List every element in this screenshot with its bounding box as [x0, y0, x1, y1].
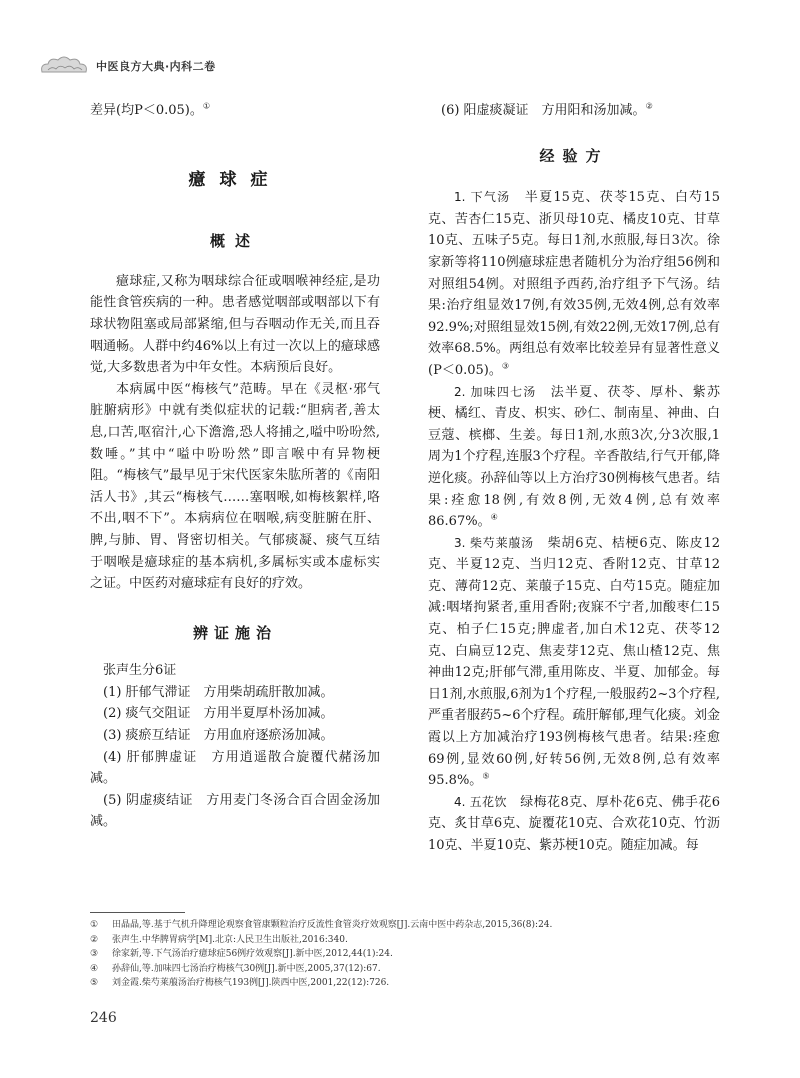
footnote-ref: ③ [501, 361, 510, 371]
prescription-1 [428, 187, 720, 381]
prescription-name: 4. 五花饮 [454, 794, 507, 809]
prescription-text: 法半夏、茯苓、厚朴、紫苏梗、橘红、青皮、枳实、砂仁、制南星、神曲、白豆蔻、槟榔、生姜。每日1剂,水煎3次,分3次服,1周为1个疗程,连服3个疗程。辛香散结,行气开郁,降逆化痰。孙辞仙等以上方治疗30例梅核气患者。结果:痊愈18例,有效8例,无效4例,总有效率86.67%。 [428, 384, 720, 530]
footnote-number: ⑤ [90, 978, 99, 988]
left-column [90, 100, 380, 833]
prescription-name: 2. 加味四七汤 [454, 384, 537, 399]
footnote-number: ③ [90, 949, 99, 959]
article-title: 癔球症 [188, 169, 282, 190]
footnote-text: 孙辞仙,等.加味四七汤治疗梅核气30例[J].新中医,2005,37(12):67. [112, 963, 381, 974]
footnote-ref: ⑤ [482, 771, 490, 781]
cloud-ornament-icon [38, 52, 90, 78]
footnote-text: 刘金霞.柴芍莱菔汤治疗梅核气193例[J].陕西中医,2001,22(12):726. [112, 978, 390, 988]
prescription-2 [428, 382, 720, 533]
diagnosis-item-6-text: (6) 阳虚痰凝证 方用阳和汤加减。 [441, 103, 646, 118]
header-title: 中医良方大典·内科二卷 [96, 60, 216, 73]
prescription-text: 半夏15克、茯苓15克、白芍15克、苦杏仁15克、浙贝母10克、橘皮10克、甘草10克、五味子5克。每日1剂,水煎服,每日3次。徐家新等将110例癔球症患者随机分为治疗组56例和对照组54例。对照组予西药,治疗组予下气汤。结果:治疗组显效17例,有效35例,无效4例,总有效率92.9%;对照组显效15例,有效22例,无效17例,总有效率68.5%。两组总有效率比较差异有显著性意义(P＜0.05)。 [428, 190, 720, 378]
right-column [428, 100, 720, 857]
page-number: 246 [90, 1010, 117, 1026]
footnote [90, 962, 730, 977]
overview-paragraph-1: 癔球症,又称为咽球综合征或咽喉神经症,是功能性食管疾病的一种。患者感觉咽部或咽部以下有球状物阻塞或局部紧缩,但与吞咽动作无关,而且吞咽通畅。人群中约46%以上有过一次以上的癔球感觉,大多数患者为中年女性。本病预后良好。 [90, 273, 380, 376]
diagnosis-item: (3) 痰瘀互结证 方用血府逐瘀汤加减。 [103, 728, 334, 744]
carryover-text: 差异(均P＜0.05)。 [90, 103, 203, 118]
footnote-number: ② [90, 934, 99, 945]
diagnosis-item [428, 100, 720, 122]
overview-paragraph-2: 本病属中医“梅核气”范畴。早在《灵枢·邪气脏腑病形》中就有类似症状的记载:“胆病者,善太息,口苦,呕宿汁,心下澹澹,恐人将捕之,嗌中吩吩然,数唾。”其中“嗌中吩吩然”即言喉中有异物梗阻。“梅核气”最早见于宋代医家朱肱所著的《南阳活人书》,其云“梅核气……塞咽喉,如梅核絮样,咯不出,咽不下”。本病病位在咽喉,病变脏腑在肝、脾,与肺、胃、肾密切相关。气郁痰凝、痰气互结于咽喉是癔球症的基本病机,多属标实或本虚标实之证。中医药对癔球症有良好的疗效。 [90, 381, 380, 592]
footnote [90, 933, 730, 948]
prescription-3 [428, 533, 720, 792]
footnote-text: 田晶晶,等.基于气机升降理论观察食管康颗粒治疗反流性食管炎疗效观察[J].云南中医中药杂志,2015,36(8):24. [112, 920, 553, 930]
diagnosis-item: (4) 肝郁脾虚证 方用逍遥散合旋覆代赭汤加减。 [90, 749, 380, 787]
diagnosis-item: (5) 阴虚痰结证 方用麦门冬汤合百合固金汤加减。 [90, 792, 380, 830]
diagnosis-item: (2) 痰气交阻证 方用半夏厚朴汤加减。 [103, 706, 334, 722]
footnotes [90, 918, 730, 991]
footnote-ref: ① [202, 101, 211, 111]
prescription-text: 绿梅花8克、厚朴花6克、佛手花6克、炙甘草6克、旋覆花10克、合欢花10克、竹沥10克、半夏10克、紫苏梗10克。随症加减。每 [428, 794, 720, 853]
footnote-text: 张声生.中华脾胃病学[M].北京:人民卫生出版社,2016:340. [112, 934, 348, 945]
running-header [38, 52, 268, 80]
footnote-ref: ② [645, 101, 653, 111]
diagnosis-item: (1) 肝郁气滞证 方用柴胡疏肝散加减。 [103, 684, 334, 700]
footnote-number: ① [90, 920, 99, 930]
overview-heading: 概述 [209, 232, 260, 251]
footnote [90, 918, 730, 933]
prescription-text: 柴胡6克、桔梗6克、陈皮12克、半夏12克、当归12克、香附12克、甘草12克、薄荷12克、莱菔子15克、白芍15克。随症加减:咽堵拘紧者,重用香附;夜寐不宁者,加酸枣仁15克、柏子仁15克;脾虚者,加白术12克、茯苓12克、白扁豆12克、焦麦芽12克、焦山楂12克、焦神曲12克;肝郁气滞,重用陈皮、半夏、加郁金。每日1剂,水煎服,6剂为1个疗程,一般服药2~3个疗程,严重者服药5~6个疗程。疏肝解郁,理气化痰。刘金霞以上方加减治疗193例梅核气患者。结果:痊愈69例,显效60例,好转56例,无效8例,总有效率95.8%。 [428, 535, 720, 789]
prescription-name: 3. 柴芍莱菔汤 [454, 535, 534, 550]
diagnosis-intro: 张声生分6证 [103, 663, 177, 679]
footnote-ref: ④ [490, 512, 498, 522]
diagnosis-heading: 辨证施治 [192, 623, 277, 642]
footnote [90, 947, 730, 962]
experience-heading: 经验方 [539, 146, 609, 165]
prescription-4 [428, 792, 720, 857]
footnote-number: ④ [90, 963, 99, 974]
prescription-name: 1. 下气汤 [454, 190, 511, 205]
footnote [90, 976, 730, 991]
footnote-divider [90, 912, 185, 913]
carryover-line [90, 100, 380, 122]
footnote-text: 徐家新,等.下气汤治疗癔球症56例疗效观察[J].新中医,2012,44(1):24. [112, 949, 393, 959]
